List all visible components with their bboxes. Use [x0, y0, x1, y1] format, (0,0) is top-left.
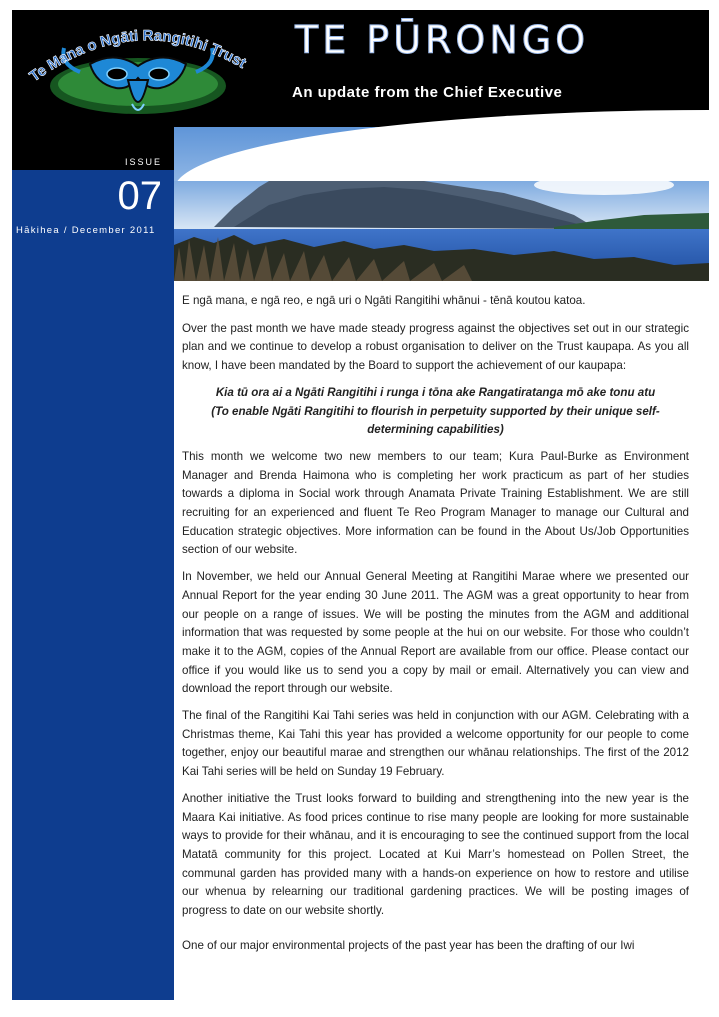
quote-line: (To enable Ngāti Rangitihi to flourish in perpetuity supported by their unique self-determining capabilities) — [211, 404, 660, 437]
issue-number: 07 — [117, 174, 162, 218]
logo-text: Te Mana o Ngāti Rangitihi Trust — [26, 27, 249, 86]
kaupapa-quote — [182, 384, 689, 440]
paragraph: In November, we held our Annual General Meeting at Rangitihi Marae where we presented our Annual Report for the year ending 30 June 2011. The AGM was a great opportunity to hear from our people on a range of issues. We will be posting the minutes from the AGM and additional information that was requested by some people at the hui on our website. For those who couldn’t make it to the AGM, copies of the Annual Report are available from our office. Please contact our office if you would like us to send you a copy by mail or email. Alternatively you can view and download the report through our website. — [182, 570, 689, 696]
issue-date: Hākihea / December 2011 — [16, 225, 156, 236]
paragraph: The final of the Rangitihi Kai Tahi series was held in conjunction with our AGM. Celebrating with a Christmas theme, Kai Tahi this year has provided a welcome opportunity for our people to come together, enjoy our beautiful marae and strengthen our whānau relationships. The first of the 2012 Kai Tahi series will be held on Sunday 19 February. — [182, 709, 689, 779]
trust-logo — [20, 14, 260, 134]
issue-label: ISSUE — [124, 157, 162, 167]
paragraph: This month we welcome two new members to our team; Kura Paul-Burke as Environment Manager and Brenda Haimona who is completing her work practicum as part of her studies towards a diploma in Social work through Anamata Private Training Establishment. We are still recruiting for an experienced and fluent Te Reo Program Manager to manage our Cultural and Education strategic objectives. More information can be found in the About Us/Job Opportunities section of our website. — [182, 449, 689, 557]
article-body — [182, 292, 689, 964]
greeting: E ngā mana, e ngā reo, e ngā uri o Ngāti Rangitihi whānui - tēnā koutou katoa. — [182, 294, 586, 307]
hero-image-lower — [174, 181, 709, 281]
paragraph: Another initiative the Trust looks forward to building and strengthening into the new year is the Maara Kai initiative. As food prices continue to rise many people are looking for more sustainable ways to provide for their whānau, and it is encouraging to see the continued support from the local Matatā community for this project. Located at Kui Marr’s homestead on Pollen Street, the communal garden has provided many with a hands-on experience on how to restore and utilise our whenua by relearning our traditional gardening practices. We will be posting images of progress to date on our website shortly. — [182, 791, 689, 918]
paragraph: One of our major environmental projects of the past year has been the drafting of our Iwi — [182, 938, 635, 952]
paragraph: Over the past month we have made steady progress against the objectives set out in our strategic plan and we continue to develop a robust organisation to deliver on the Trust kaupapa. As you all know, I have been mandated by the Board to support the achievement of our kaupapa: — [182, 321, 689, 373]
newsletter-title: TE PŪRONGO — [295, 18, 590, 62]
newsletter-subtitle: An update from the Chief Executive — [292, 84, 563, 101]
sidebar — [12, 170, 174, 1000]
quote-line: Kia tū ora ai a Ngāti Rangitihi i runga i tōna ake Rangatiratanga mō ake tonu atu — [215, 385, 656, 399]
